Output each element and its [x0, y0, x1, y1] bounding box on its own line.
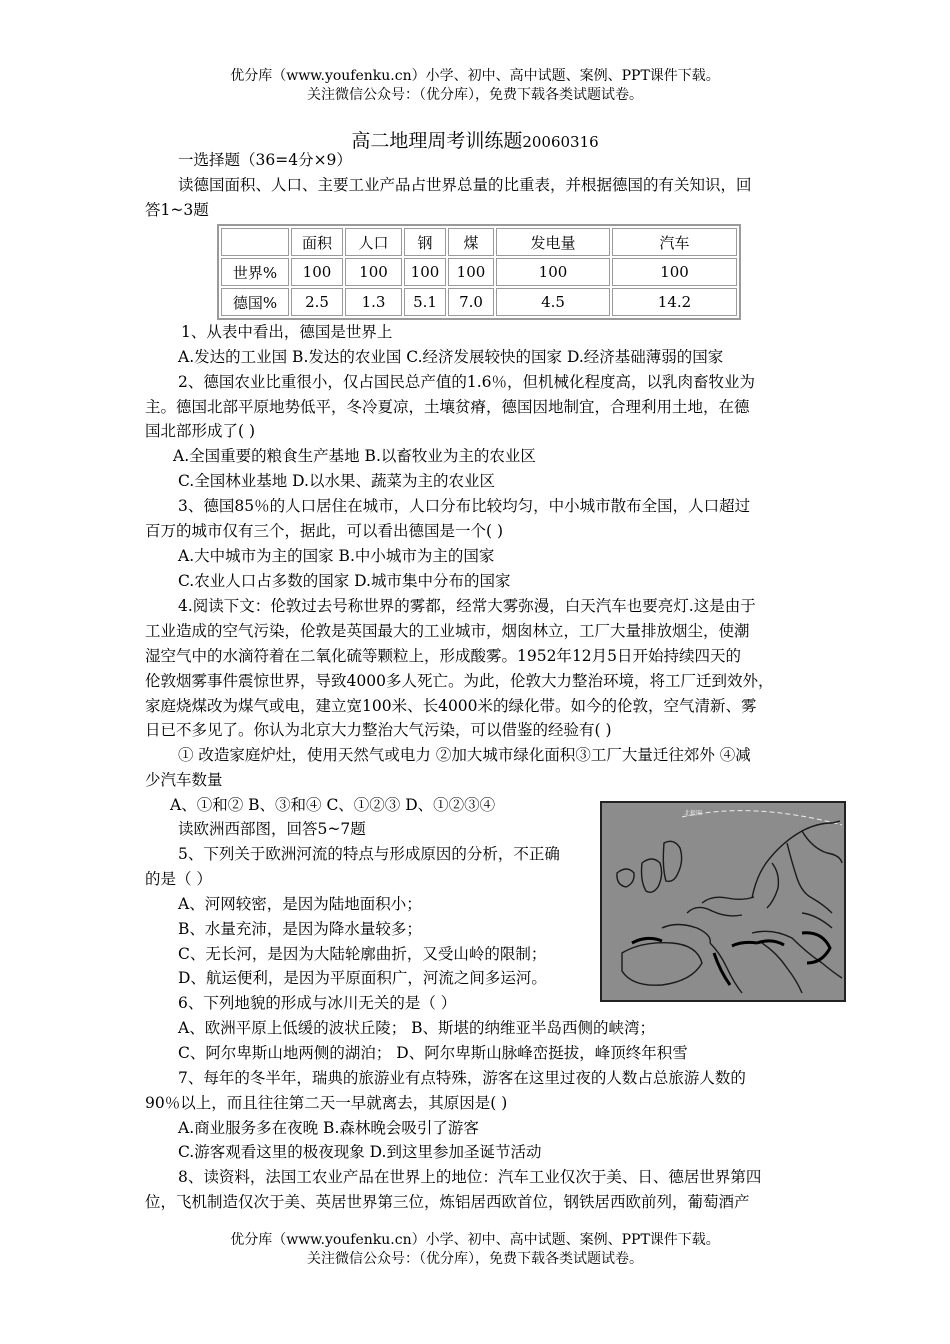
footer-line-1: 优分库（www.youfenku.cn）小学、初中、高中试题、案例、PPT课件下载。: [230, 1232, 720, 1248]
text-line: A.全国重要的粮食生产基地 B.以畜牧业为主的农业区: [173, 447, 536, 465]
table-cell: 4.5: [496, 288, 610, 316]
table-cell: 100: [612, 258, 737, 286]
text-line: 5、下列关于欧洲河流的特点与形成原因的分析，不正确: [178, 845, 560, 863]
text-line: A、欧洲平原上低缓的波状丘陵； B、斯堪的纳维亚半岛西侧的峡湾；: [178, 1019, 656, 1037]
table-cell: 发电量: [496, 228, 610, 256]
table-cell: 1.3: [345, 288, 402, 316]
page-header: [0, 67, 950, 105]
text-line: 7、每年的冬半年，瑞典的旅游业有点特殊，游客在这里过夜的人数占总旅游人数的: [178, 1069, 746, 1087]
text-line: C.农业人口占多数的国家 D.城市集中分布的国家: [178, 572, 511, 590]
text-line: C.全国林业基地 D.以水果、蔬菜为主的农业区: [178, 472, 495, 490]
table-cell: 100: [345, 258, 402, 286]
table-cell: 100: [496, 258, 610, 286]
table-cell: 煤: [448, 228, 494, 256]
text-line: 少汽车数量: [145, 771, 223, 789]
table-cell: 钢: [404, 228, 446, 256]
text-line: 国北部形成了( ): [145, 422, 256, 440]
text-line: D、航运便利，是因为平原面积广，河流之间多运河。: [178, 969, 547, 987]
table-cell: 100: [448, 258, 494, 286]
table-cell: 14.2: [612, 288, 737, 316]
text-line: C、无长河，是因为大陆轮廓曲折，又受山岭的限制；: [178, 945, 547, 963]
text-line: 主。德国北部平原地势低平，冬冷夏凉，土壤贫瘠，德国因地制宜，合理利用土地，在德: [145, 398, 750, 416]
text-line: 6、下列地貌的形成与冰川无关的是（ ）: [178, 994, 457, 1012]
text-line: 读欧洲西部图，回答5~7题: [178, 820, 366, 838]
text-line: 的是（ ）: [145, 870, 212, 888]
table-cell: 德国%: [221, 288, 289, 316]
text-line: A.商业服务多在夜晚 B.森林晚会吸引了游客: [178, 1119, 479, 1137]
text-line: A、①和② B、③和④ C、①②③ D、①②③④: [170, 796, 496, 814]
text-line: 2、德国农业比重很小，仅占国民总产值的1.6％，但机械化程度高，以乳肉畜牧业为: [178, 373, 756, 391]
text-line: A、河网较密，是因为陆地面积小；: [178, 895, 422, 913]
table-cell: [221, 228, 289, 256]
table-cell: 世界%: [221, 258, 289, 286]
arctic-circle-label: 北极圈: [684, 810, 703, 817]
title-date: 20060316: [522, 133, 599, 151]
germany-share-table: [217, 224, 741, 320]
text-line: 8、读资料，法国工农业产品在世界上的地位：汽车工业仅次于美、日、德居世界第四: [178, 1168, 762, 1186]
text-line: 日已不多见了。你认为北京大力整治大气污染，可以借鉴的经验有( ): [145, 721, 612, 739]
western-europe-map: [600, 801, 846, 1002]
text-line: 90％以上，而且往往第二天一早就离去，其原因是( ): [145, 1094, 508, 1112]
text-line: ① 改造家庭炉灶，使用天然气或电力 ②加大城市绿化面积③工厂大量迁往郊外 ④减: [178, 746, 751, 764]
table-header-row: [221, 228, 737, 256]
page-footer: [0, 1231, 950, 1269]
table-cell: 2.5: [291, 288, 343, 316]
header-line-1: 优分库（www.youfenku.cn）小学、初中、高中试题、案例、PPT课件下载。: [230, 68, 720, 84]
text-line: C、阿尔卑斯山地两侧的湖泊； D、阿尔卑斯山脉峰峦挺拔，峰顶终年积雪: [178, 1044, 688, 1062]
text-line: B、水量充沛，是因为降水量较多；: [178, 920, 422, 938]
title-main: 高二地理周考训练题: [351, 130, 523, 152]
header-line-2: 关注微信公众号：（优分库），免费下载各类试题试卷。: [307, 87, 643, 103]
table-cell: 汽车: [612, 228, 737, 256]
text-line: 百万的城市仅有三个，据此，可以看出德国是一个( ): [145, 522, 504, 540]
table-cell: 人口: [345, 228, 402, 256]
intro-line-2: 答1~3题: [145, 201, 209, 219]
intro-line-1: 读德国面积、人口、主要工业产品占世界总量的比重表，并根据德国的有关知识，回: [178, 176, 752, 194]
text-line: A.大中城市为主的国家 B.中小城市为主的国家: [178, 547, 495, 565]
table-cell: 5.1: [404, 288, 446, 316]
text-line: 3、德国85％的人口居住在城市，人口分布比较均匀，中小城市散布全国，人口超过: [178, 497, 751, 515]
text-line: 4.阅读下文：伦敦过去号称世界的雾都，经常大雾弥漫，白天汽车也要亮灯.这是由于: [178, 597, 756, 615]
text-line: 1、从表中看出，德国是世界上: [181, 323, 393, 341]
footer-line-2: 关注微信公众号：（优分库），免费下载各类试题试卷。: [307, 1251, 643, 1267]
text-line: A.发达的工业国 B.发达的农业国 C.经济发展较快的国家 D.经济基础薄弱的国家: [178, 348, 724, 366]
table-row: [221, 288, 737, 316]
text-line: 位，飞机制造仅次于美、英居世界第三位，炼铝居西欧首位，钢铁居西欧前列，葡萄酒产: [145, 1193, 750, 1211]
table-cell: 100: [291, 258, 343, 286]
text-line: 家庭烧煤改为煤气或电，建立宽100米、长4000米的绿化带。如今的伦敦，空气清新、雾: [145, 697, 757, 715]
page-title: [0, 126, 950, 153]
table-row: [221, 258, 737, 286]
table-cell: 面积: [291, 228, 343, 256]
text-line: 工业造成的空气污染，伦敦是英国最大的工业城市，烟囱林立，工厂大量排放烟尘，使潮: [145, 622, 750, 640]
section-heading: 一选择题（36=4分×9）: [178, 151, 352, 169]
text-line: 湿空气中的水滴符着在二氧化硫等颗粒上，形成酸雾。1952年12月5日开始持续四天的: [145, 647, 742, 665]
text-line: 伦敦烟雾事件震惊世界，导致4000多人死亡。为此，伦敦大力整治环境，将工厂迁到效外，: [145, 672, 774, 690]
table-cell: 7.0: [448, 288, 494, 316]
map-drawing: [602, 803, 844, 1000]
table-cell: 100: [404, 258, 446, 286]
text-line: C.游客观看这里的极夜现象 D.到这里参加圣诞节活动: [178, 1143, 542, 1161]
